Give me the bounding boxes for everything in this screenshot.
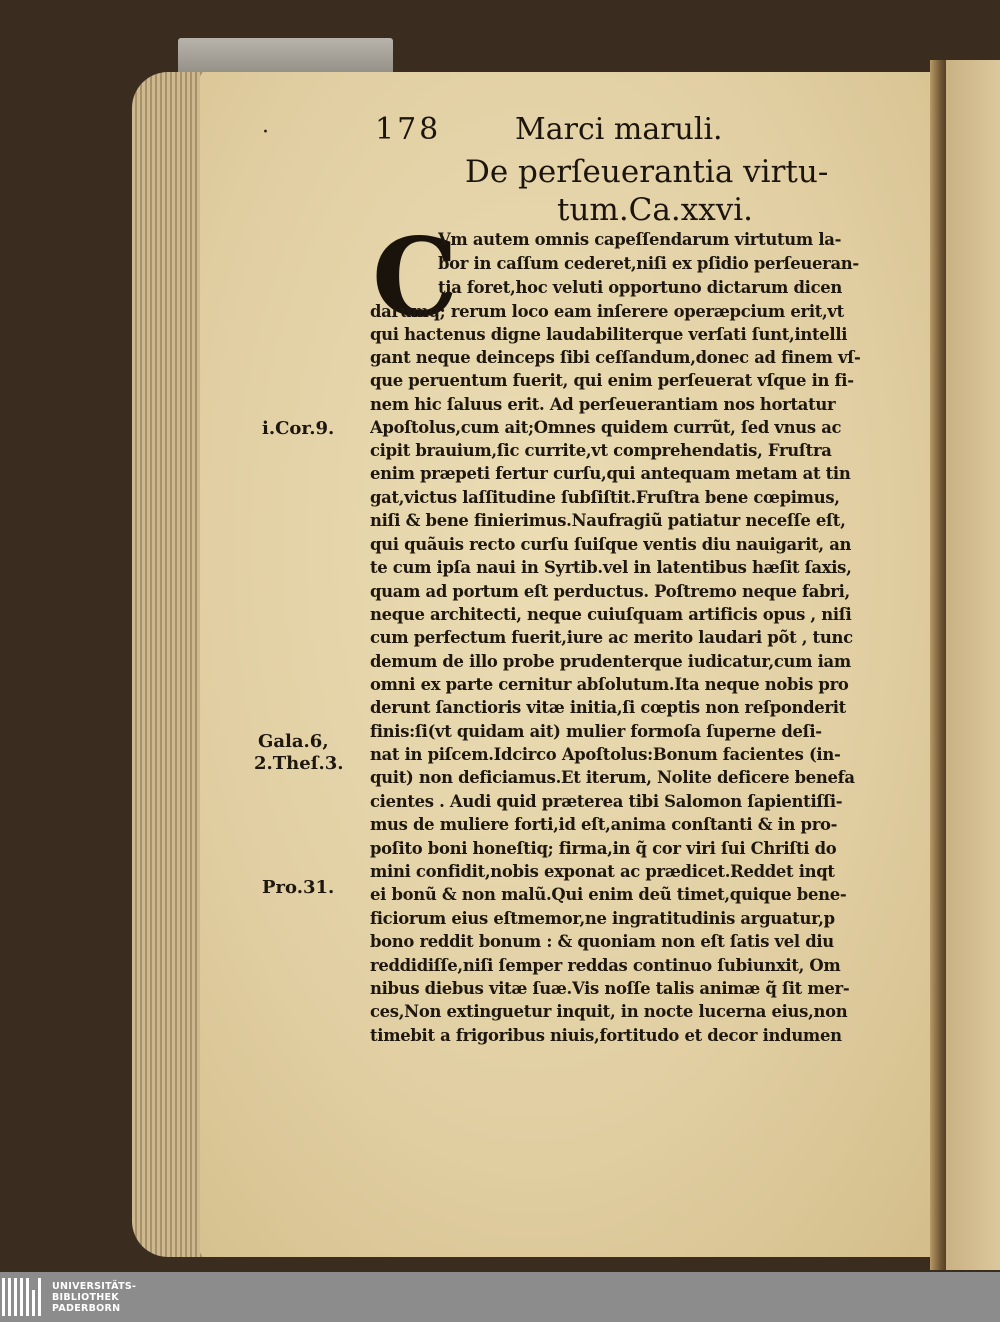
page-mark: ·	[262, 120, 269, 145]
logo-line-2: BIBLIOTHEK	[52, 1292, 119, 1303]
text-line: quam ad portum eſt perductus. Poſtremo neque fabri,	[370, 582, 850, 601]
text-line: niſi & bene finierimus.Naufragiũ patiatur neceſſe eſt,	[370, 511, 846, 530]
text-line: tia foret,hoc veluti opportuno dictarum dicen	[438, 278, 843, 297]
text-line: derunt ſanctioris vitæ initia,ſi cœptis non reſponderit	[370, 698, 846, 717]
running-head: Marci maruli.	[515, 112, 723, 147]
text-line: demum de illo probe prudenterque iudicatur,cum iam	[370, 652, 851, 671]
logo-line-3: PADERBORN	[52, 1303, 121, 1314]
text-line: bor in caſſum cederet,niſi ex pſidio perſeueran-	[438, 254, 859, 273]
text-line: Vm autem omnis capeſſendarum virtutum la-	[438, 230, 842, 249]
text-line: bono reddit bonum : & quoniam non eſt ſatis vel diu	[370, 932, 834, 951]
library-logo-text	[52, 1281, 136, 1314]
text-line: ficiorum eius eſtmemor,ne ingratitudinis arguatur,p	[370, 909, 835, 928]
text-line: darumq; rerum loco eam inſerere operæpcium erit,vt	[370, 302, 844, 321]
text-line: reddidiſſe,niſi ſemper reddas continuo ſubiunxit, Om	[370, 956, 841, 975]
text-line: nat in piſcem.Idcirco Apoſtolus:Bonum facientes (in-	[370, 745, 841, 764]
text-line: omni ex parte cernitur abſolutum.Ita neque nobis pro	[370, 675, 849, 694]
text-line: Apoſtolus,cum ait;Omnes quidem currũt, ſed vnus ac	[370, 418, 842, 437]
text-line: qui quãuis recto curſu ſuiſque ventis diu nauigarit, an	[370, 535, 852, 554]
text-line: mus de muliere forti,id eſt,anima conſtanti & in pro-	[370, 815, 838, 834]
facing-page-edge	[946, 60, 1000, 1270]
text-line: nem hic ſaluus erit. Ad perſeuerantiam nos hortatur	[370, 395, 836, 414]
text-line: timebit a frigoribus niuis,fortitudo et decor indumen	[370, 1026, 842, 1045]
text-line: ces,Non extinguetur inquit, in nocte lucerna eius,non	[370, 1002, 848, 1021]
margin-note: Gala.6,	[258, 731, 329, 752]
text-line: ei bonũ & non malũ.Qui enim deũ timet,quique bene-	[370, 885, 847, 904]
text-line: qui hactenus digne laudabiliterque verſati ſunt,intelli	[370, 325, 848, 344]
text-line: gat,victus laſſitudine ſubſiſtit.Fruſtra bene cœpimus,	[370, 488, 840, 507]
margin-note: 2.Theſ.3.	[254, 753, 344, 774]
text-line: cum perfectum fuerit,iure ac merito laudari põt , tunc	[370, 628, 853, 647]
chapter-title-line-2: tum.Ca.xxvi.	[557, 192, 753, 228]
page-number: 178	[375, 112, 442, 147]
text-line: neque architecti, neque cuiuſquam artificis opus , niſi	[370, 605, 852, 624]
library-logo-icon	[2, 1278, 42, 1316]
text-line: finis:ſi(vt quidam ait) mulier formoſa ſuperne deſi-	[370, 722, 822, 741]
text-line: poſito boni honeſtiq; firma,in q̃ cor viri ſui Chriſti do	[370, 839, 837, 858]
margin-note: i.Cor.9.	[262, 418, 335, 439]
text-line: mini confidit,nobis exponat ac prædicet.Reddet inqt	[370, 862, 835, 881]
text-line: quit) non deficiamus.Et iterum, Nolite deficere benefa	[370, 768, 855, 787]
text-line: cipit brauium,ſic currite,vt comprehendatis, Fruſtra	[370, 441, 832, 460]
margin-note: Pro.31.	[262, 877, 335, 898]
logo-line-1: UNIVERSITÄTS-	[52, 1281, 137, 1292]
text-line: enim præpeti fertur curſu,qui antequam metam at tin	[370, 464, 851, 483]
text-line: gant neque deinceps ſibi ceſſandum,donec ad finem vſ-	[370, 348, 861, 367]
drop-cap: C	[372, 215, 458, 341]
text-line: que peruentum fuerit, qui enim perſeuerat vſque in fi-	[370, 371, 854, 390]
text-line: cientes . Audi quid præterea tibi Salomon ſapientiſſi-	[370, 792, 843, 811]
text-line: te cum ipſa naui in Syrtib.vel in latentibus hæſit ſaxis,	[370, 558, 852, 577]
chapter-title-line-1: De perſeuerantia virtu-	[465, 154, 829, 190]
text-line: nibus diebus vitæ ſuæ.Vis noſſe talis animæ q̃ ſit mer-	[370, 979, 850, 998]
library-footer	[0, 1272, 1000, 1322]
